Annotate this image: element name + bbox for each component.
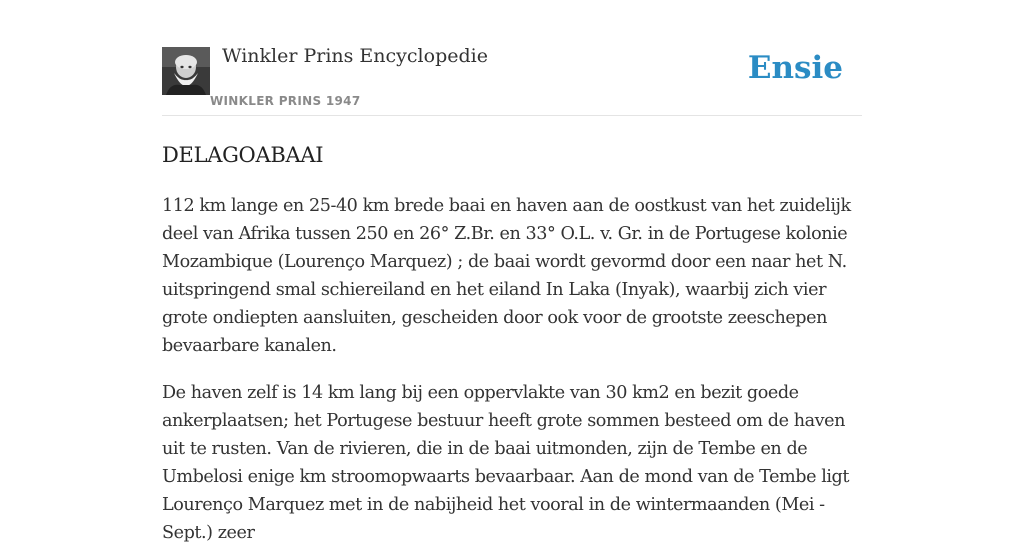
brand-logo[interactable]: Ensie (747, 50, 843, 86)
source-header (162, 0, 862, 116)
source-title[interactable]: Winkler Prins Encyclopedie (222, 45, 488, 67)
article (162, 141, 864, 547)
article-title: DELAGOABAAI (162, 143, 324, 167)
avatar[interactable] (162, 47, 210, 95)
portrait-icon (162, 47, 210, 95)
article-paragraph: De haven zelf is 14 km lang bij een oppervlakte van 30 km2 en bezit goede ankerplaatsen; het Portugese bestuur heeft grote sommen besteed om de haven uit te rusten. Van de rivieren, die in de baai uitmonden, zijn de Tembe en de Umbelosi enige km stroomopwaarts bevaarbaar. Aan de mond van de Tembe ligt Lourenço Marquez met in de nabijheid het vooral in de wintermaanden (Mei -Sept.) zeer (162, 383, 849, 543)
article-paragraph: 112 km lange en 25-40 km brede baai en haven aan de oostkust van het zuidelijk deel van Afrika tussen 250 en 26° Z.Br. en 33° O.L. v. Gr. in de Portugese kolonie Mozambique (Lourenço Marquez) ; de baai wordt gevormd door een naar het N. uitspringend smal schiereiland en het eiland In Laka (Inyak), waarbij zich vier grote ondiepten aansluiten, gescheiden door ook voor de grootste zeeschepen bevaarbare kanalen. (162, 196, 851, 356)
source-subtitle: WINKLER PRINS 1947 (210, 94, 361, 108)
